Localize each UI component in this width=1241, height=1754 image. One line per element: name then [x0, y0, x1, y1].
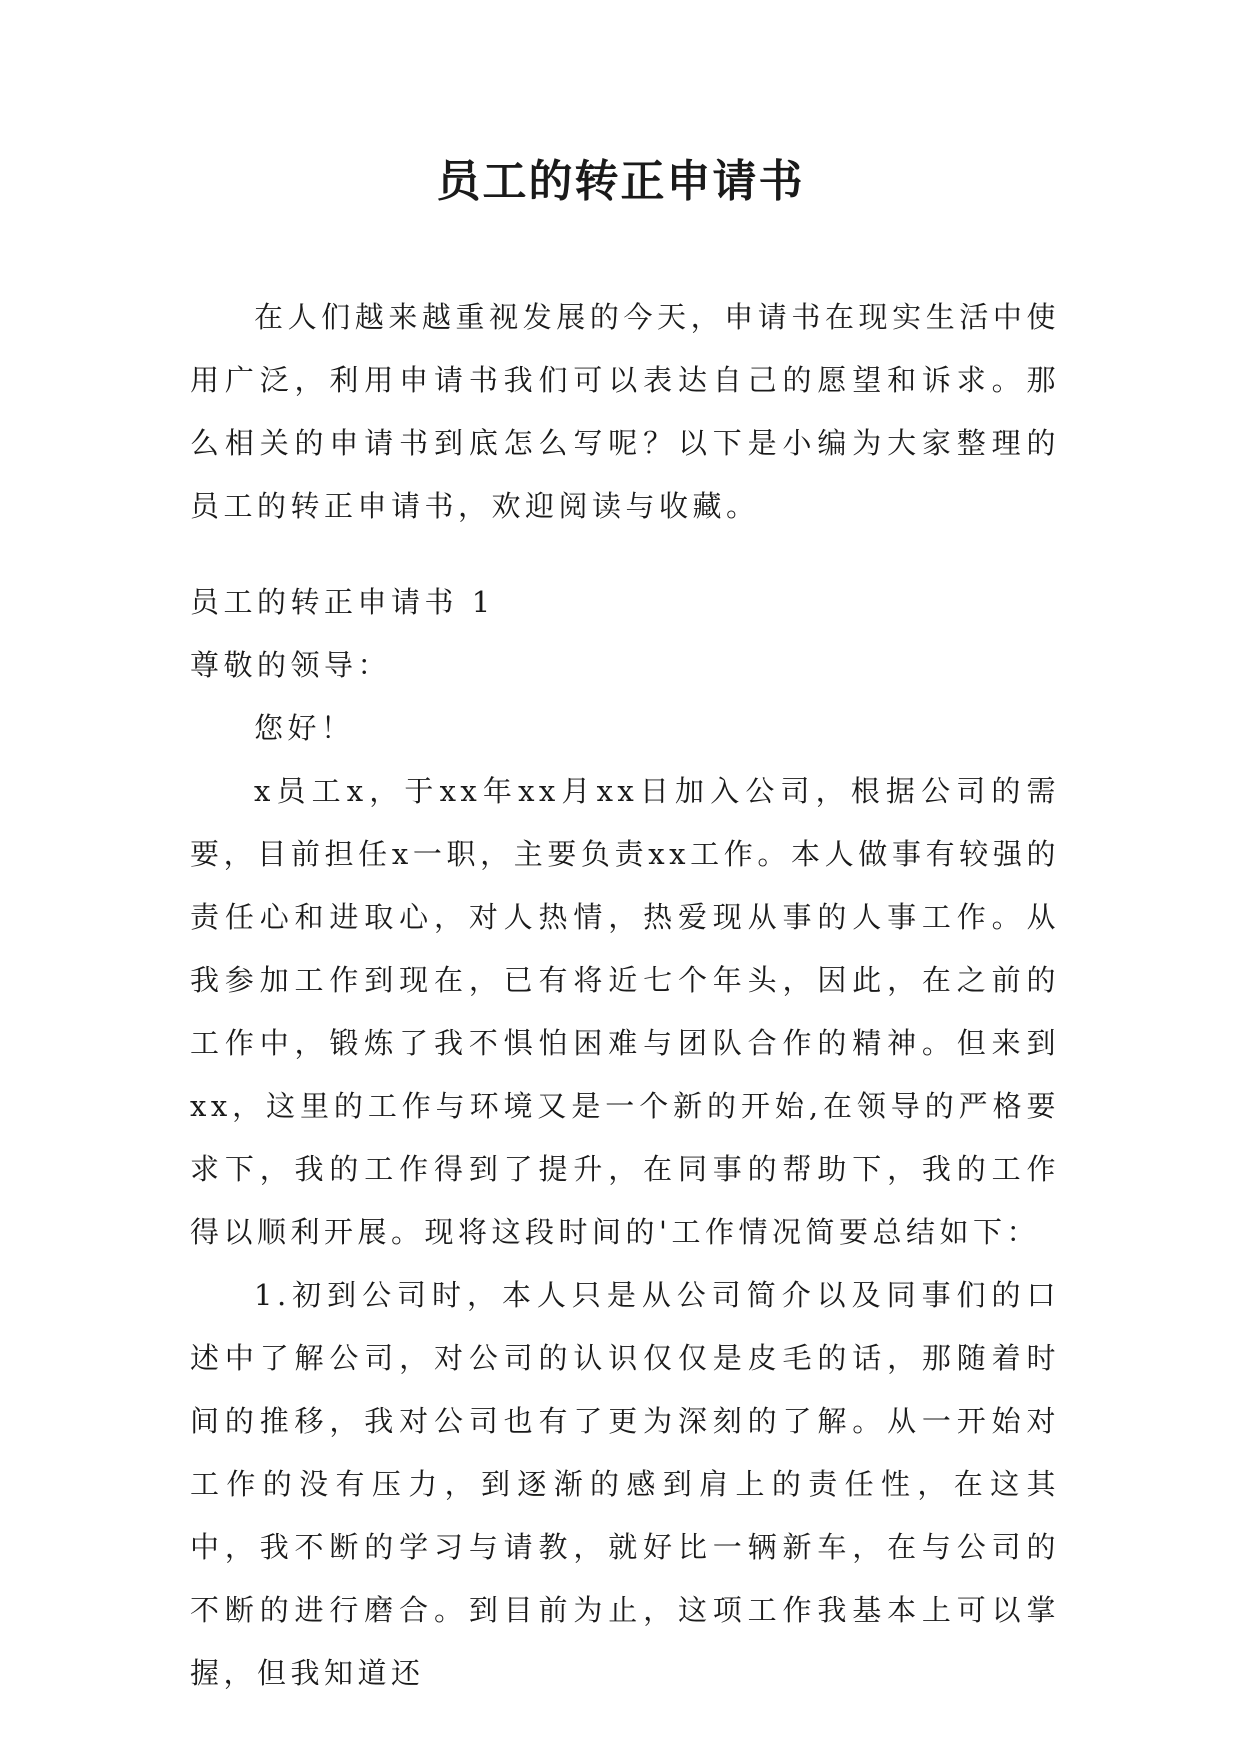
document-title: 员工的转正申请书 [436, 156, 805, 207]
intro-section [190, 286, 1060, 538]
greeting: 您好！ [254, 711, 355, 745]
section-heading: 员工的转正申请书 1 [190, 585, 495, 619]
body-paragraph: x员工x，于xx年xx月xx日加入公司，根据公司的需要，目前担任x一职，主要负责xx工作。本人做事有较强的责任心和进取心，对人热情，热爱现从事的人事工作。从我参加工作到现在，已有将近七个年头，因此，在之前的工作中，锻炼了我不惧怕困难与团队合作的精神。但来到xx，这里的工作与环境又是一个新的开始,在领导的严格要求下，我的工作得到了提升，在同事的帮助下，我的工作得以顺利开展。现将这段时间的'工作情况简要总结如下： [190, 774, 1060, 1249]
letter-section [190, 571, 1060, 1705]
salutation: 尊敬的领导： [190, 648, 392, 682]
body-paragraph: 1.初到公司时，本人只是从公司简介以及同事们的口述中了解公司，对公司的认识仅仅是皮毛的话，那随着时间的推移，我对公司也有了更为深刻的了解。从一开始对工作的没有压力，到逐渐的感到肩上的责任性，在这其中，我不断的学习与请教，就好比一辆新车，在与公司的不断的进行磨合。到目前为止，这项工作我基本上可以掌握，但我知道还 [190, 1278, 1060, 1690]
intro-paragraph: 在人们越来越重视发展的今天，申请书在现实生活中使用广泛，利用申请书我们可以表达自己的愿望和诉求。那么相关的申请书到底怎么写呢？以下是小编为大家整理的员工的转正申请书，欢迎阅读与收藏。 [190, 300, 1060, 523]
